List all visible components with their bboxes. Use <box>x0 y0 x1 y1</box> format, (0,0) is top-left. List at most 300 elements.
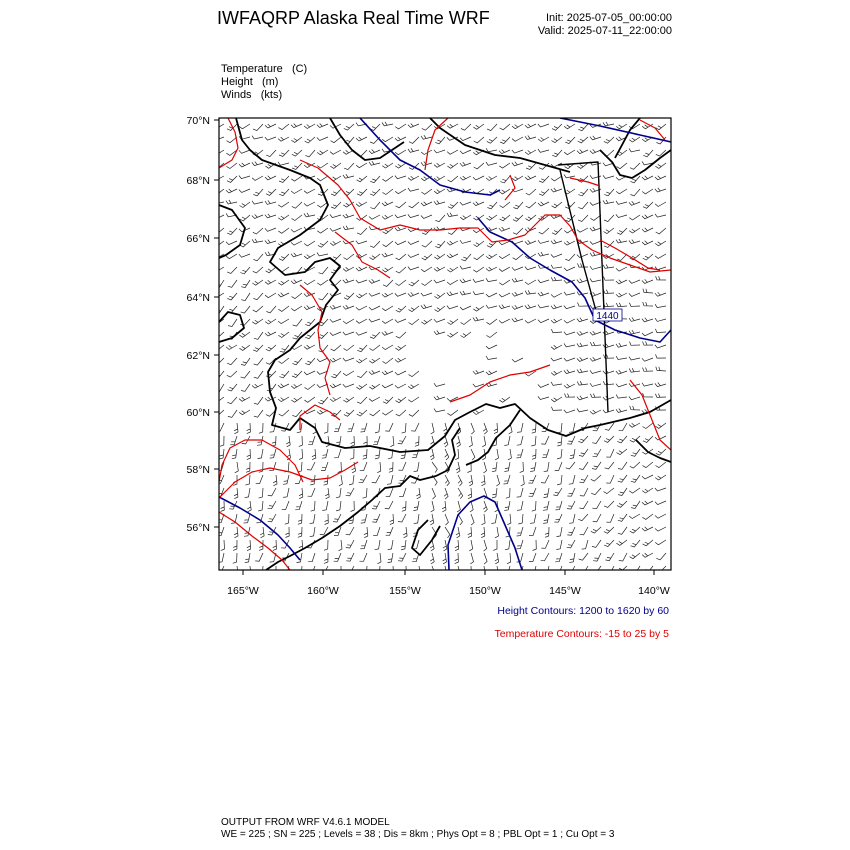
wind-barb <box>434 280 445 283</box>
wind-barb <box>551 277 562 281</box>
wind-barb <box>291 280 302 284</box>
wind-barb <box>533 540 537 551</box>
wind-barb <box>401 540 406 550</box>
wind-barb <box>487 137 497 143</box>
wind-barb <box>655 202 666 207</box>
wind-barb <box>543 501 549 510</box>
wind-barb <box>265 240 276 244</box>
wind-barb <box>370 332 380 339</box>
wind-barb <box>532 501 536 511</box>
wind-barb <box>369 370 380 374</box>
wind-barb <box>578 124 588 131</box>
wind-barb <box>395 176 406 179</box>
wind-barb <box>252 280 263 285</box>
wind-barb <box>241 306 250 313</box>
wind-barb <box>319 267 329 274</box>
wind-barb <box>285 527 289 538</box>
wind-barb <box>317 253 328 256</box>
wind-barb <box>247 423 251 434</box>
wind-barb <box>616 267 627 271</box>
wind-barb <box>517 527 524 536</box>
wind-barb <box>430 449 434 460</box>
wind-barb <box>564 319 575 323</box>
wind-barb <box>343 267 354 271</box>
wind-barb <box>421 267 432 272</box>
wind-barb <box>495 566 498 577</box>
wind-barb <box>382 371 393 375</box>
wind-barb <box>500 202 511 208</box>
wind-barb <box>292 371 302 378</box>
wind-barb <box>578 436 588 443</box>
wind-barb <box>369 293 380 296</box>
wind-barb <box>642 358 653 361</box>
init-time: Init: 2025-07-05_00:00:00 <box>546 12 672 24</box>
wind-barb <box>253 124 263 131</box>
wind-barb <box>500 215 510 221</box>
wind-barb <box>603 200 614 204</box>
wind-barb <box>370 410 380 416</box>
wind-barb <box>656 449 666 455</box>
wind-barb <box>604 215 614 222</box>
wind-barb <box>259 488 263 498</box>
wind-barb <box>346 553 354 561</box>
wind-barb <box>569 514 575 523</box>
wind-barb <box>357 189 367 195</box>
wind-barb <box>579 553 588 560</box>
wind-barb <box>564 343 575 346</box>
wind-barb <box>486 371 497 375</box>
wind-barb <box>448 202 458 208</box>
wind-barb <box>630 553 640 559</box>
wind-barb <box>473 279 484 282</box>
wind-barb <box>239 332 250 337</box>
wind-barb <box>655 329 666 333</box>
wind-barb <box>569 475 575 484</box>
wind-barb <box>642 501 653 505</box>
wind-barb <box>369 306 380 310</box>
wind-barb <box>281 540 289 548</box>
wind-barb <box>630 406 640 410</box>
wind-barb <box>272 436 276 446</box>
wind-barb <box>606 449 614 457</box>
wind-barb <box>278 202 289 207</box>
wind-barb <box>629 148 640 151</box>
wind-barb <box>370 176 380 183</box>
wind-barb <box>252 215 263 219</box>
wind-barb <box>356 163 367 168</box>
wind-barb <box>656 367 666 371</box>
wind-barb <box>395 293 406 296</box>
wind-barb <box>268 514 276 522</box>
wind-barb <box>512 358 523 362</box>
wind-barb <box>525 267 536 270</box>
valid-time: Valid: 2025-07-11_22:00:00 <box>537 25 672 37</box>
wind-barb <box>298 514 302 524</box>
wind-barb <box>266 267 276 273</box>
wind-barb <box>629 201 640 205</box>
wind-barb <box>317 150 328 155</box>
wind-barb <box>629 240 640 244</box>
wind-barb <box>254 358 263 365</box>
wind-barb <box>227 358 237 365</box>
wind-barb <box>227 228 237 235</box>
wind-barb <box>239 397 250 401</box>
wind-barb <box>504 436 510 446</box>
wind-barb <box>434 383 445 386</box>
wind-barb <box>538 149 549 152</box>
wind-barb <box>499 397 510 402</box>
wind-barb <box>538 240 549 243</box>
wind-barb <box>360 540 367 549</box>
contour-label <box>593 309 622 322</box>
wind-barb <box>525 305 536 309</box>
wind-barb <box>343 397 354 402</box>
wind-barb <box>382 137 393 142</box>
lat-label: 70°N <box>186 115 210 127</box>
wind-barb <box>278 306 289 311</box>
wind-barb <box>642 332 653 336</box>
wind-barb <box>517 449 524 458</box>
wind-barb <box>409 306 420 312</box>
wind-barb <box>629 215 640 220</box>
wind-barb <box>504 462 510 472</box>
wind-barb <box>325 488 329 499</box>
wind-barb <box>642 176 653 180</box>
wind-barb <box>239 254 250 257</box>
wind-barb <box>538 319 549 323</box>
wind-barb <box>377 462 381 473</box>
wind-barb <box>473 267 484 272</box>
wind-barb <box>486 278 497 281</box>
wind-barb <box>541 540 549 548</box>
wind-barb <box>483 423 487 434</box>
wind-barb <box>577 369 588 373</box>
wind-barb <box>432 462 437 473</box>
wind-barb <box>217 527 224 536</box>
wind-barb <box>226 189 237 193</box>
wind-barb <box>617 163 628 169</box>
wind-barb <box>473 202 484 206</box>
wind-barb <box>564 358 575 361</box>
wind-barb <box>430 514 434 525</box>
wind-barb <box>529 527 536 536</box>
wind-barb <box>370 254 381 260</box>
wind-barb <box>590 215 601 220</box>
lat-label: 64°N <box>186 292 210 304</box>
wind-barb <box>604 488 615 494</box>
wind-barb <box>421 305 432 309</box>
wind-barb <box>656 553 666 560</box>
wind-barb <box>402 423 406 433</box>
wind-barb <box>642 514 653 519</box>
wind-barb <box>227 176 237 182</box>
wind-barb <box>496 475 499 486</box>
wind-barb <box>363 488 367 498</box>
wind-barb <box>324 423 328 433</box>
wind-barb <box>577 357 588 361</box>
wind-barb <box>577 254 588 258</box>
wind-barb <box>530 566 536 575</box>
wind-barb <box>396 267 406 273</box>
wind-barb <box>343 384 354 387</box>
wind-barb <box>266 150 276 157</box>
wind-barb <box>265 397 276 401</box>
wind-barb <box>444 488 448 499</box>
wind-barb <box>444 436 448 447</box>
wind-barb <box>422 280 433 286</box>
wind-barb <box>349 475 354 485</box>
wind-barb <box>460 176 471 180</box>
wind-barb <box>346 527 354 535</box>
wind-barb <box>630 342 641 346</box>
wind-barb <box>369 279 380 283</box>
wind-barb <box>525 136 536 140</box>
wind-barb <box>445 449 449 460</box>
wind-barb <box>330 241 341 245</box>
wind-barb <box>474 163 484 169</box>
wind-barb <box>554 514 562 522</box>
wind-barb <box>526 189 536 195</box>
wind-barb <box>552 202 562 208</box>
wind-barb <box>539 176 549 183</box>
wind-barb <box>604 501 614 508</box>
wind-barb <box>356 384 367 389</box>
wind-barb <box>616 370 627 374</box>
wind-barb <box>239 163 250 167</box>
wind-barb <box>411 423 419 431</box>
lat-label: 66°N <box>186 233 210 245</box>
wind-barb <box>317 163 328 168</box>
wind-barb <box>434 201 445 205</box>
wind-barb <box>265 228 276 231</box>
wind-barb <box>469 475 473 486</box>
wind-barb <box>603 290 614 294</box>
wind-barb <box>630 436 640 442</box>
wind-barb <box>266 345 276 351</box>
wind-barb <box>551 371 562 375</box>
wind-barb <box>565 137 575 144</box>
wind-barb <box>322 501 328 511</box>
wind-barb <box>343 214 354 218</box>
wind-barb <box>557 449 562 459</box>
wind-barb <box>377 553 381 564</box>
wind-barb <box>590 410 601 414</box>
wind-barb <box>525 124 536 128</box>
wind-barb <box>382 331 393 335</box>
wind-barb <box>556 540 562 550</box>
wind-barb <box>239 410 250 415</box>
wind-barb <box>259 423 263 433</box>
wind-barb <box>421 215 432 218</box>
wind-barb <box>372 475 380 483</box>
wind-barb <box>517 566 523 576</box>
wind-barb <box>538 305 549 308</box>
wind-barb <box>241 384 250 391</box>
wind-barb <box>409 371 420 377</box>
wind-barb <box>458 488 463 499</box>
wind-barb <box>408 241 419 245</box>
wind-barb <box>593 553 601 561</box>
wind-barb <box>468 566 472 577</box>
wind-barb <box>499 150 510 154</box>
wind-barb <box>590 266 601 269</box>
wind-barb <box>240 202 251 208</box>
wind-barb <box>517 436 523 445</box>
wind-barb <box>656 276 666 280</box>
wind-barb <box>570 449 575 459</box>
wind-barb <box>617 566 627 572</box>
wind-barb <box>473 306 484 311</box>
wind-barb <box>304 371 315 375</box>
wind-barb <box>356 241 367 244</box>
wind-barb <box>311 501 315 511</box>
wind-barb <box>265 280 276 284</box>
wind-barb <box>551 293 562 297</box>
wind-barb <box>216 423 224 431</box>
wind-barb <box>517 501 523 510</box>
wind-barb <box>396 254 406 260</box>
wind-barb <box>330 214 341 217</box>
wind-barb <box>292 358 302 365</box>
wind-barb <box>408 397 419 402</box>
wind-barb <box>258 501 263 511</box>
wind-barb <box>228 319 237 327</box>
wind-barb <box>605 462 614 469</box>
wind-barb <box>253 228 263 234</box>
wind-barb <box>512 267 523 270</box>
wind-barb <box>551 176 562 181</box>
wind-barb <box>538 252 549 256</box>
wind-barb <box>304 345 315 349</box>
wind-barb <box>505 540 510 550</box>
wind-barb <box>227 267 237 274</box>
wind-barb <box>414 514 419 524</box>
wind-barb <box>460 150 471 154</box>
wind-barb <box>642 553 653 557</box>
wind-barb <box>447 410 458 415</box>
wind-barb <box>357 371 367 378</box>
wind-barb <box>292 293 303 299</box>
wind-barb <box>655 163 666 168</box>
wind-barb <box>356 306 367 310</box>
wind-barb <box>655 345 666 348</box>
wind-barb <box>616 540 627 545</box>
wind-barb <box>543 566 549 575</box>
wind-barb <box>493 540 497 550</box>
wind-barb <box>321 462 328 471</box>
wind-barb <box>344 345 355 351</box>
wind-barb <box>291 241 302 245</box>
wind-barb <box>525 176 536 180</box>
wind-barb <box>579 501 588 509</box>
wind-barb <box>357 228 367 235</box>
wind-barb <box>408 124 419 128</box>
wind-barb <box>245 488 250 498</box>
wind-barb <box>343 305 354 309</box>
wind-barb <box>567 488 575 496</box>
wind-barb <box>361 514 367 523</box>
wind-barb <box>457 501 460 512</box>
wind-barb <box>592 436 601 444</box>
wind-barb <box>245 553 250 563</box>
wind-barb <box>541 475 549 483</box>
wind-barb <box>293 319 302 326</box>
wind-barb <box>520 462 524 473</box>
wind-barb <box>655 475 666 480</box>
wind-barb <box>343 279 354 283</box>
wind-barb <box>434 331 445 335</box>
wind-barb <box>241 280 250 288</box>
wind-barb <box>517 488 523 497</box>
wind-barb <box>590 149 601 153</box>
wind-barb <box>616 124 627 129</box>
wind-barb <box>507 514 511 525</box>
wind-barb <box>388 540 393 550</box>
wind-barb <box>643 254 653 260</box>
wind-barb <box>629 293 640 296</box>
wind-barb <box>456 527 460 538</box>
wind-barb <box>317 137 328 141</box>
wind-barb <box>590 241 601 244</box>
wind-barb <box>538 280 549 283</box>
wind-barb <box>324 540 328 550</box>
wind-barb <box>369 319 380 322</box>
wind-barb <box>552 137 563 143</box>
wind-barb <box>443 540 447 551</box>
wind-barb <box>642 215 653 219</box>
wind-barb <box>286 436 290 447</box>
wind-barb <box>455 540 459 551</box>
wind-barbs <box>213 122 666 577</box>
wind-barb <box>254 371 263 378</box>
wind-barb <box>577 381 588 385</box>
wind-barb <box>604 277 615 281</box>
wind-barb <box>431 423 434 434</box>
wind-barb <box>474 241 485 247</box>
wind-barb <box>631 475 640 482</box>
wind-barb <box>486 345 497 349</box>
temperature-contours-legend: Temperature Contours: -15 to 25 by 5 <box>494 628 669 640</box>
wind-barb <box>631 501 640 509</box>
wind-barb <box>499 254 510 259</box>
wind-barb <box>564 370 575 374</box>
wind-barb <box>590 331 601 335</box>
wind-barb <box>619 423 627 431</box>
wind-barb <box>473 176 484 180</box>
wind-barb <box>395 163 406 168</box>
wind-barb <box>617 436 627 443</box>
wind-barb <box>239 124 250 129</box>
wind-barb <box>564 292 575 295</box>
wind-barb <box>356 267 367 271</box>
wind-barb <box>513 215 523 221</box>
wind-barb <box>564 267 575 271</box>
wind-barb <box>512 318 523 322</box>
wind-barb <box>279 124 290 130</box>
wind-barb <box>253 345 263 352</box>
wind-barb <box>408 254 419 258</box>
wind-barb <box>525 319 536 323</box>
wind-barb <box>240 267 250 274</box>
wind-barb <box>461 124 471 130</box>
wind-barb <box>422 241 432 247</box>
wind-barb <box>656 566 666 572</box>
wind-barb <box>616 189 627 194</box>
wind-barb <box>655 214 666 217</box>
wind-barb <box>629 303 640 307</box>
wind-barb <box>655 423 666 428</box>
wind-barb <box>298 566 303 576</box>
